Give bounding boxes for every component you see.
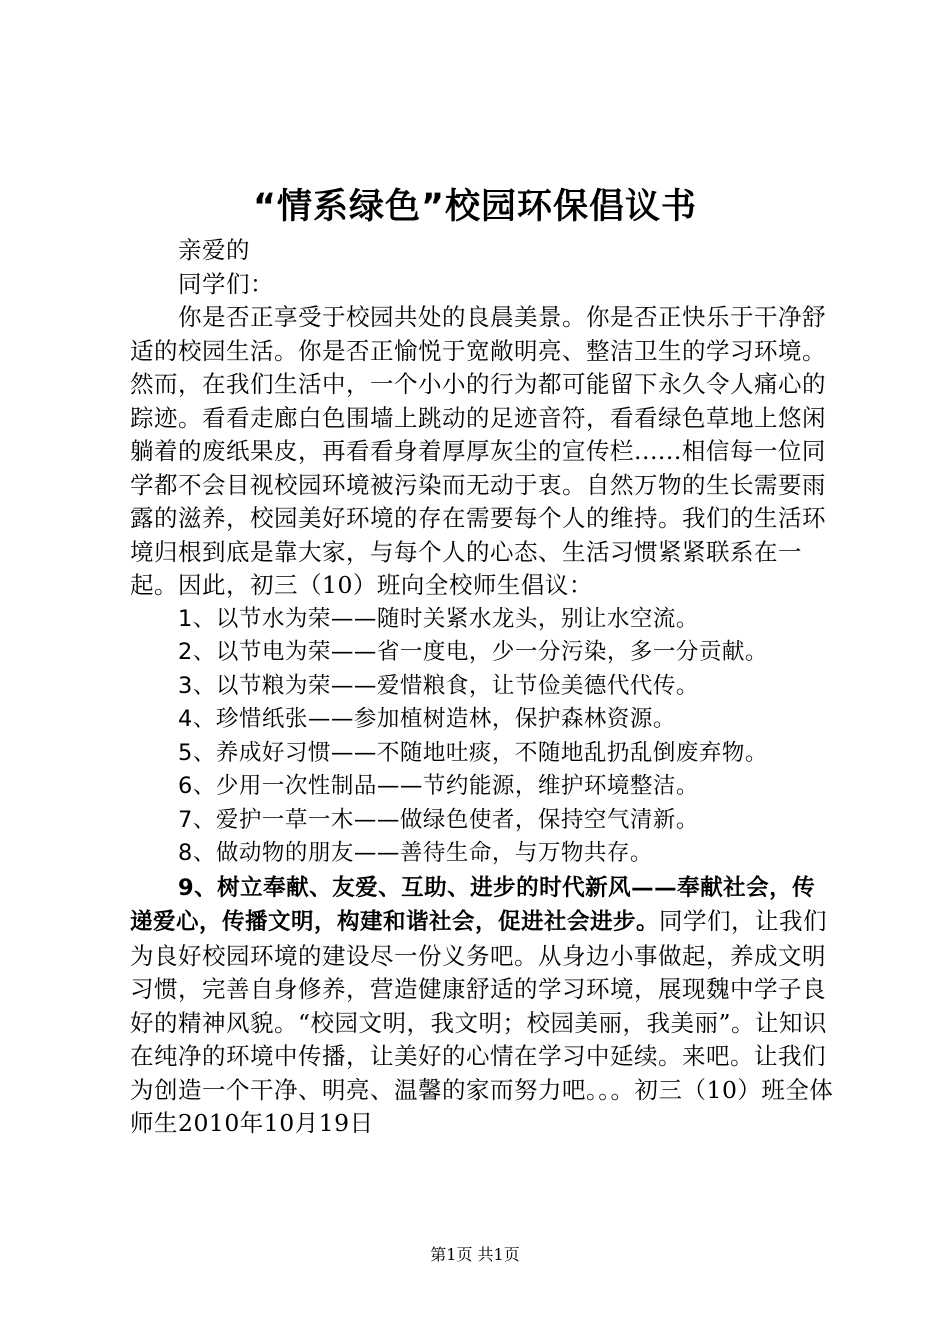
proposal-item-4: 4、珍惜纸张——参加植树造林，保护森林资源。 [178, 706, 676, 732]
closing-paragraph [130, 871, 835, 1141]
proposal-item-8: 8、做动物的朋友——善待生命，与万物共存。 [178, 840, 653, 866]
proposal-item-1: 1、以节水为荣——随时关紧水龙头，别让水空流。 [178, 605, 699, 632]
document-body [130, 234, 835, 1141]
document-title: “情系绿色”校园环保倡议书 [252, 187, 697, 227]
proposal-item-2: 2、以节电为荣——省一度电，少一分污染，多一分贡献。 [178, 639, 768, 665]
closing-text: 同学们，让我们为良好校园环境的建设尽一份义务吧。从身边小事做起，养成文明习惯，完善自身修养，营造健康舒适的学习环境，展现魏中学子良好的精神风貌。“校园文明，我文明；校园美丽，我美丽”。让知识在纯净的环境中传播，让美好的心情在学习中延续。来吧。让我们为创造一个干净、明亮、温馨的家而努力吧。。。初三（10）班全体师生2010年10月19日 [130, 907, 834, 1137]
salutation-line-1: 亲爱的 [178, 236, 250, 264]
proposal-item-9: 9、树立奉献、友爱、互助、进步的时代新风——奉献社会，传递爱心，传播文明，构建和谐社会，促进社会进步。 [130, 874, 816, 935]
proposal-item-7: 7、爱护一草一木——做绿色使者，保持空气清新。 [178, 806, 699, 833]
proposal-item-5: 5、养成好习惯——不随地吐痰，不随地乱扔乱倒废弃物。 [178, 739, 768, 766]
salutation-line-2: 同学们： [178, 269, 274, 298]
intro-paragraph: 你是否正享受于校园共处的良晨美景。你是否正快乐于干净舒适的校园生活。你是否正愉悦于宽敞明亮、整洁卫生的学习环境。然而，在我们生活中，一个小小的行为都可能留下永久令人痛心的踪迹。看看走廊白色围墙上跳动的足迹音符，看看绿色草地上悠闲躺着的废纸果皮，再看看身着厚厚灰尘的宣传栏......相信每一位同学都不会目视校园环境被污染而无动于衷。自然万物的生长需要雨露的滋养，校园美好环境的存在需要每个人的维持。我们的生活环境归根到底是靠大家，与每个人的心态、生活习惯紧紧联系在一起。因此，初三（10）班向全校师生倡议： [130, 303, 826, 599]
proposal-item-6: 6、少用一次性制品——节约能源，维护环境整洁。 [178, 773, 699, 799]
proposal-item-3: 3、以节粮为荣——爱惜粮食，让节俭美德代代传。 [178, 672, 699, 699]
page-footer: 第1页 共1页 [430, 1245, 520, 1264]
